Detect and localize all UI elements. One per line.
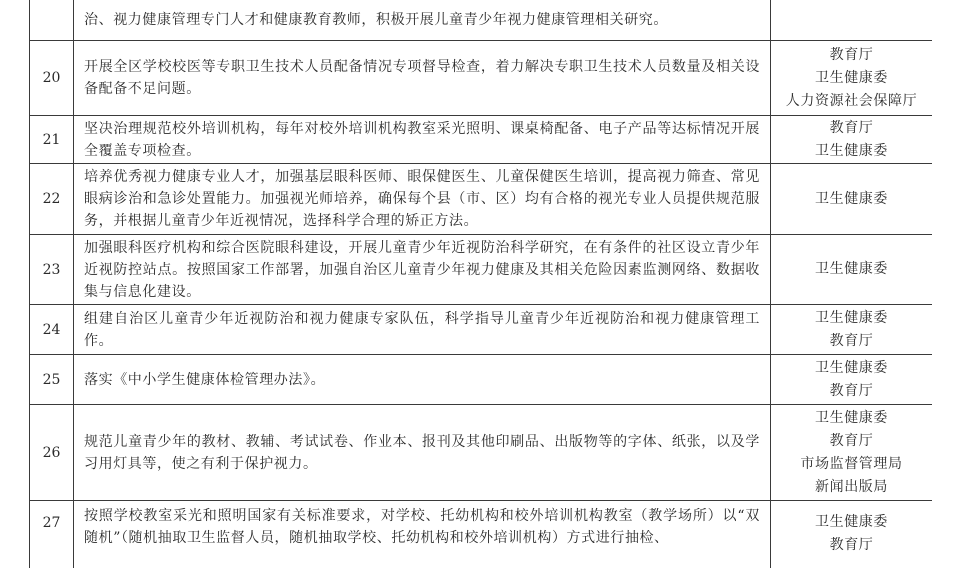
task-description: 培养优秀视力健康专业人才，加强基层眼科医师、眼保健医生、儿童保健医生培训，提高视力筛查、常见眼病诊治和急诊处置能力。加强视光师培养，确保每个县（市、区）均有合格的视光专业人员提供规范服务，并根据儿童青少年近视情况，选择科学合理的矫正方法。 (74, 164, 771, 235)
row-number: 25 (30, 355, 74, 405)
department-name: 教育厅 (829, 382, 874, 399)
department-name: 卫生健康委 (815, 409, 888, 426)
department-name: 教育厅 (829, 432, 874, 449)
row-number: 22 (30, 164, 74, 235)
row-number (30, 0, 74, 41)
responsible-departments (771, 405, 933, 501)
table-row (30, 405, 933, 501)
document-page (29, 0, 932, 568)
task-description: 治、视力健康管理专门人才和健康教育教师，积极开展儿童青少年视力健康管理相关研究。 (74, 0, 771, 41)
department-name: 卫生健康委 (815, 142, 888, 159)
department-name: 卫生健康委 (815, 190, 888, 207)
task-description: 坚决治理规范校外培训机构，每年对校外培训机构教室采光照明、课桌椅配备、电子产品等达标情况开展全覆盖专项检查。 (74, 116, 771, 164)
table-row (30, 355, 933, 405)
task-description: 组建自治区儿童青少年近视防治和视力健康专家队伍，科学指导儿童青少年近视防治和视力健康管理工作。 (74, 305, 771, 355)
table-row (30, 235, 933, 305)
department-name: 市场监督管理局 (800, 455, 903, 472)
table-row (30, 305, 933, 355)
task-assignment-table (29, 0, 932, 568)
department-name: 教育厅 (829, 46, 874, 63)
table-row (30, 0, 933, 41)
task-description: 开展全区学校校医等专职卫生技术人员配备情况专项督导检查，着力解决专职卫生技术人员数量及相关设备配备不足问题。 (74, 41, 771, 116)
responsible-departments (771, 41, 933, 116)
row-number: 24 (30, 305, 74, 355)
department-name: 卫生健康委 (815, 309, 888, 326)
responsible-departments (771, 501, 933, 568)
responsible-departments (771, 235, 933, 305)
row-number: 21 (30, 116, 74, 164)
department-name: 卫生健康委 (815, 359, 888, 376)
row-number: 26 (30, 405, 74, 501)
department-name: 卫生健康委 (815, 261, 888, 277)
table-row (30, 164, 933, 235)
department-name: 教育厅 (829, 332, 874, 349)
table-row (30, 501, 933, 568)
responsible-departments (771, 116, 933, 164)
department-name: 新闻出版局 (815, 478, 888, 495)
department-name: 教育厅 (829, 537, 874, 553)
row-number: 27 (30, 501, 74, 568)
department-name: 人力资源社会保障厅 (785, 92, 918, 109)
responsible-departments (771, 355, 933, 405)
department-name: 教育厅 (829, 119, 874, 136)
responsible-departments (771, 164, 933, 235)
table-body (30, 0, 933, 568)
department-name: 卫生健康委 (815, 69, 888, 86)
task-description: 加强眼科医疗机构和综合医院眼科建设，开展儿童青少年近视防治科学研究，在有条件的社区设立青少年近视防控站点。按照国家工作部署，加强自治区儿童青少年视力健康及其相关危险因素监测网络、数据收集与信息化建设。 (74, 235, 771, 305)
row-number: 23 (30, 235, 74, 305)
responsible-departments (771, 305, 933, 355)
department-name: 卫生健康委 (815, 514, 888, 530)
table-row (30, 41, 933, 116)
table-row (30, 116, 933, 164)
row-number: 20 (30, 41, 74, 116)
task-description: 规范儿童青少年的教材、教辅、考试试卷、作业本、报刊及其他印刷品、出版物等的字体、纸张，以及学习用灯具等，使之有利于保护视力。 (74, 405, 771, 501)
task-description: 落实《中小学生健康体检管理办法》。 (74, 355, 771, 405)
task-description: 按照学校教室采光和照明国家有关标准要求，对学校、托幼机构和校外培训机构教室（教学场所）以“双随机”（随机抽取卫生监督人员，随机抽取学校、托幼机构和校外培训机构）方式进行抽检、 (74, 501, 771, 568)
responsible-departments (771, 0, 933, 41)
